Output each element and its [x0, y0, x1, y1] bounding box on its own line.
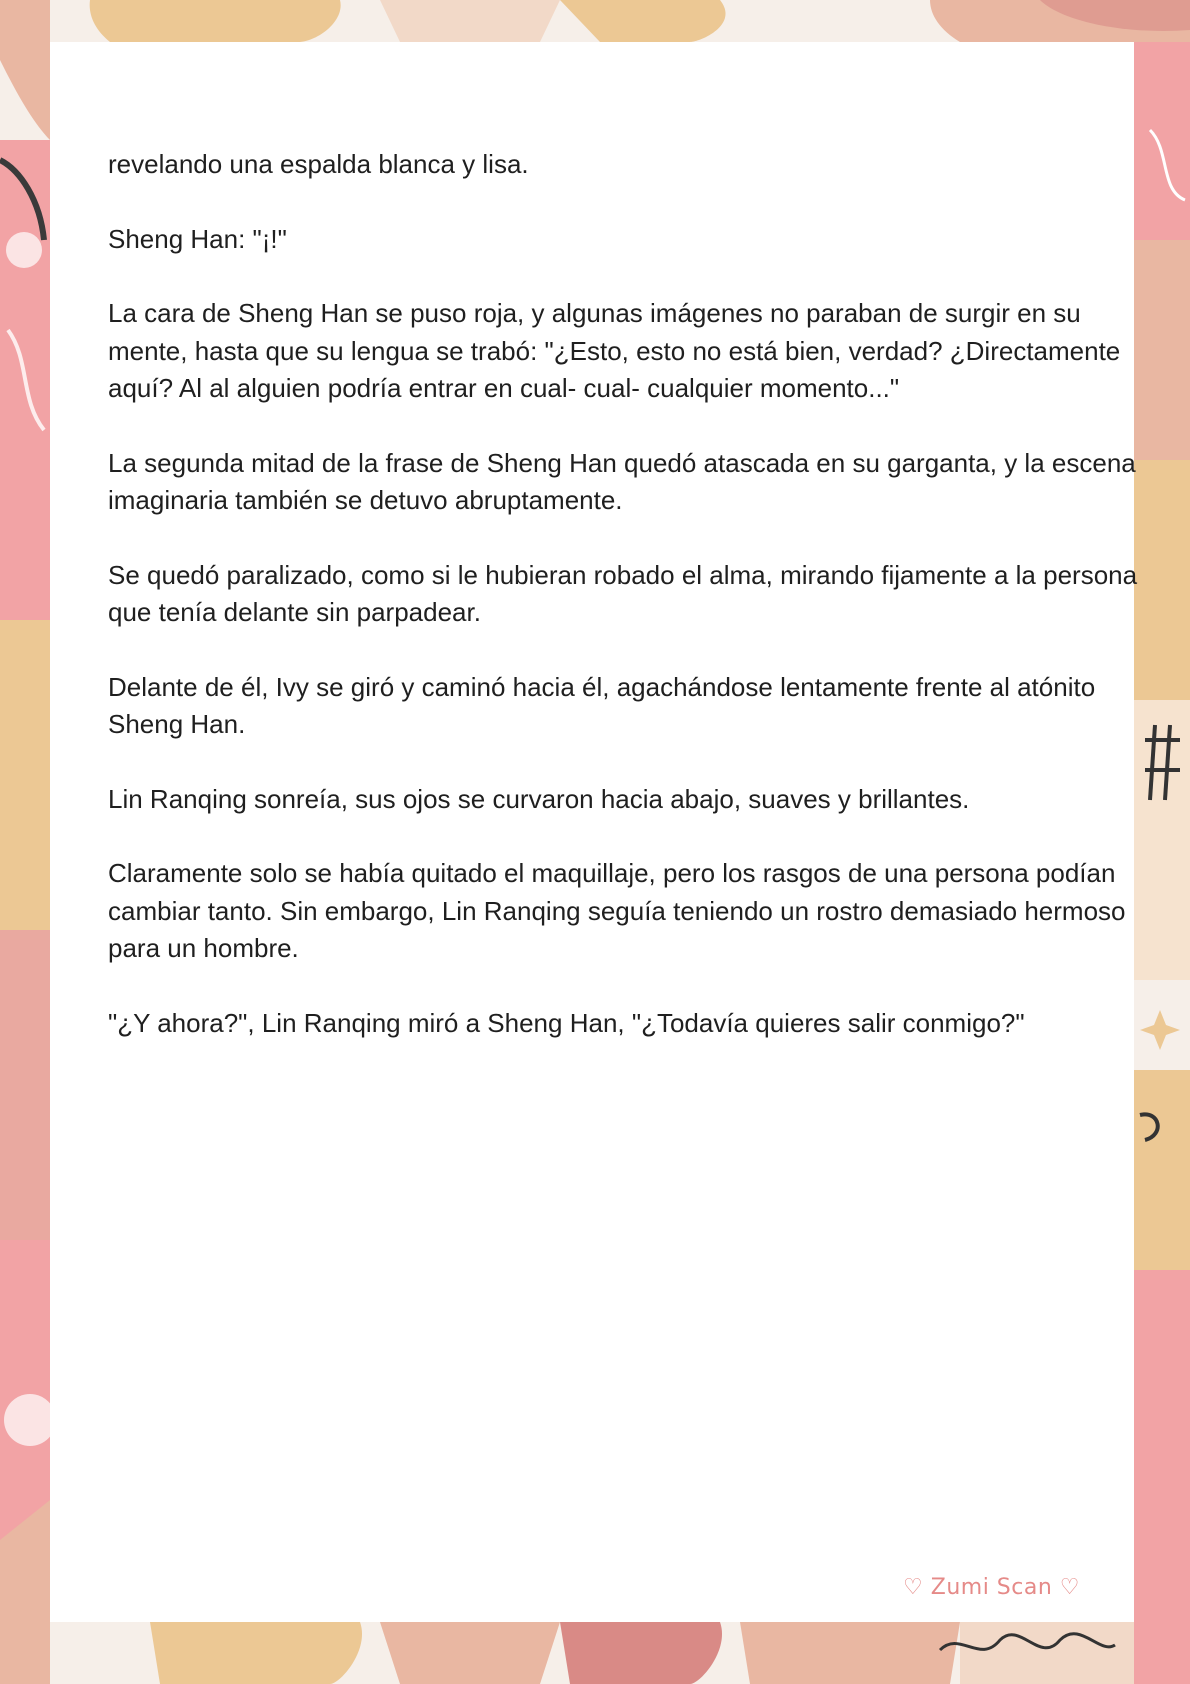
page-sheet — [50, 42, 1138, 1622]
paragraph: La cara de Sheng Han se puso roja, y algunas imágenes no paraban de surgir en su mente, hasta que su lengua se trabó: "¿Esto, esto no está bien, verdad? ¿Directamente aquí? Al al alguien podría entrar en cual- cual- cualquier momento..." — [108, 298, 1121, 403]
paragraph: "¿Y ahora?", Lin Ranqing miró a Sheng Han, "¿Todavía quieres salir conmigo?" — [108, 1007, 1025, 1038]
watermark: ♡ Zumi Scan ♡ — [903, 1575, 1080, 1600]
paragraph: Claramente solo se había quitado el maquillaje, pero los rasgos de una persona podían cambiar tanto. Sin embargo, Lin Ranqing seguía teniendo un rostro demasiado hermoso para un hombre. — [108, 858, 1126, 963]
paragraph: Se quedó paralizado, como si le hubieran robado el alma, mirando fijamente a la persona que tenía delante sin parpadear. — [108, 559, 1138, 627]
paragraph: Lin Ranqing sonreía, sus ojos se curvaron hacia abajo, suaves y brillantes. — [108, 783, 970, 814]
paragraph: revelando una espalda blanca y lisa. — [108, 149, 529, 179]
paragraph: La segunda mitad de la frase de Sheng Han quedó atascada en su garganta, y la escena imaginaria también se detuvo abruptamente. — [108, 447, 1136, 515]
paragraph: Delante de él, Ivy se giró y caminó hacia él, agachándose lentamente frente al atónito Sheng Han. — [108, 671, 1096, 739]
chapter-text — [108, 146, 1148, 1079]
paragraph: Sheng Han: "¡!" — [108, 223, 287, 254]
